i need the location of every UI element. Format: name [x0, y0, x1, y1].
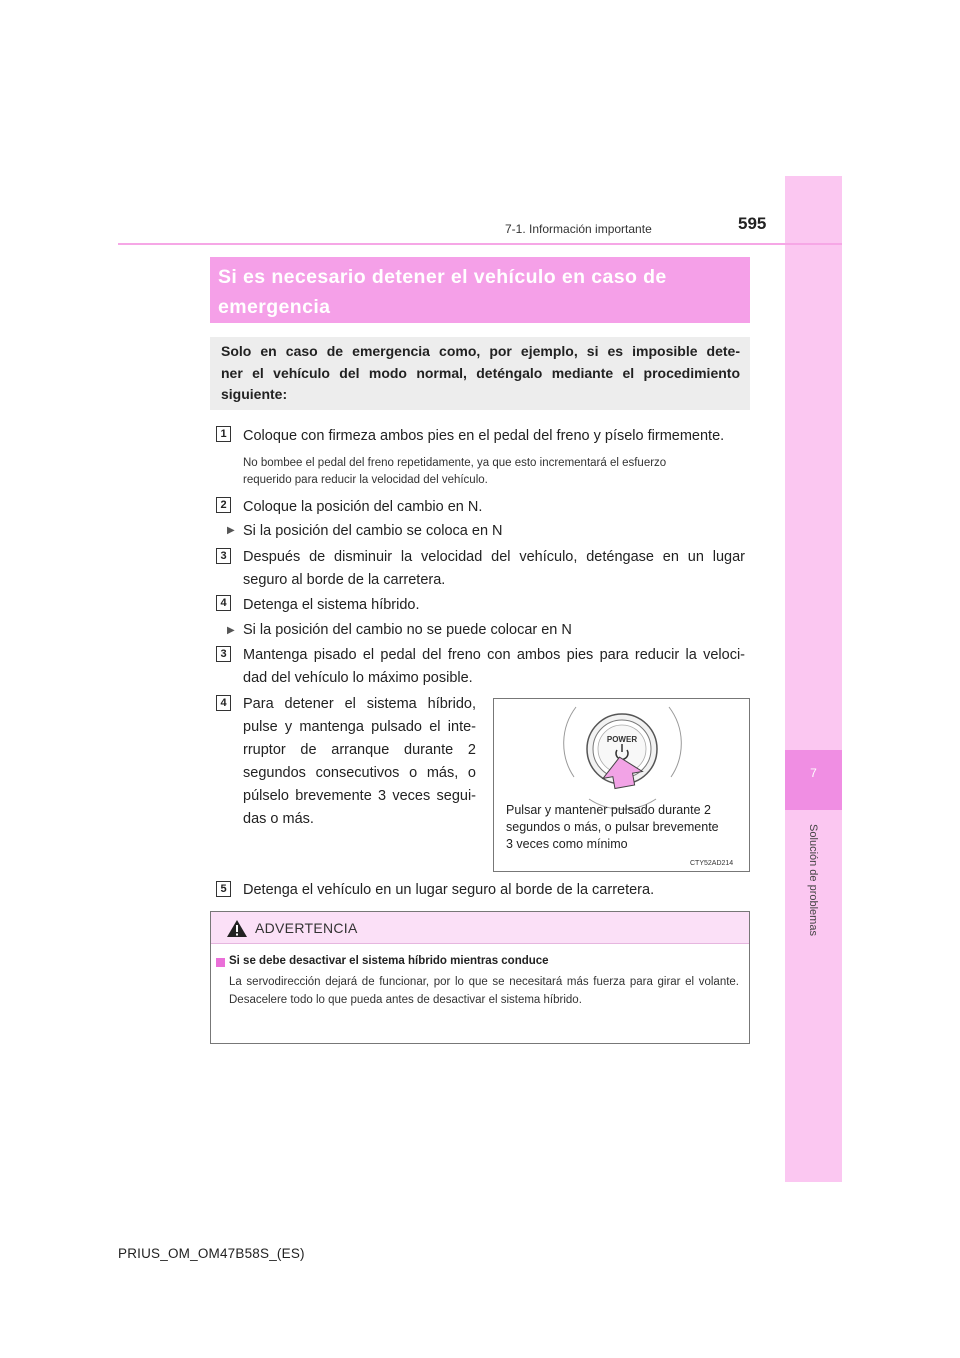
step-3b-line1: Mantenga pisado el pedal del freno con ambos pies para reducir la veloci- [243, 647, 745, 663]
step-3-line2: seguro al borde de la carretera. [243, 572, 446, 588]
figure-caption-line2: segundos o más, o pulsar brevemente [506, 820, 719, 834]
chapter-title: Solución de problemas [807, 824, 819, 936]
step-number-4: 4 [216, 595, 231, 611]
step-1-note-line2: requerido para reducir la velocidad del vehículo. [243, 474, 488, 486]
condition-shift-in-n: Si la posición del cambio se coloca en N [243, 523, 503, 539]
chapter-sidebar [785, 176, 842, 1182]
warning-body: La servodirección dejará de funcionar, por lo que se necesitará más fuerza para girar el volante. Desacelere todo lo que pueda antes de desactivar el sistema híbrido. [229, 976, 739, 1006]
warning-subtitle: Si se debe desactivar el sistema híbrido mientras conduce [229, 955, 549, 967]
chapter-number: 7 [810, 766, 817, 780]
intro-box [210, 337, 750, 410]
warning-bullet-square-icon [216, 958, 225, 967]
step-4b-line6: das o más. [243, 811, 314, 827]
step-4b-line2: pulse y mantenga pulsado el inte- [243, 719, 476, 735]
step-3b-line2: dad del vehículo lo máximo posible. [243, 670, 473, 686]
section-reference: 7-1. Información importante [505, 222, 652, 236]
figure-caption-line1: Pulsar y mantener pulsado durante 2 [506, 803, 711, 817]
section-title-line2: emergencia [218, 296, 331, 318]
step-1-note-line1: No bombee el pedal del freno repetidamente, ya que esto incrementará el esfuerzo [243, 457, 667, 469]
bullet-arrow-icon: ▶ [227, 525, 235, 536]
condition-shift-not-n: Si la posición del cambio no se puede colocar en N [243, 622, 572, 638]
bullet-arrow-icon: ▶ [227, 625, 235, 636]
step-4b-line1: Para detener el sistema híbrido, [243, 696, 476, 712]
step-number-3: 3 [216, 548, 231, 564]
section-title [210, 257, 750, 323]
step-4b-line4: segundos consecutivos o más, o [243, 765, 476, 781]
step-number-1: 1 [216, 426, 231, 442]
page-number: 595 [738, 214, 767, 233]
step-number-5: 5 [216, 881, 231, 897]
power-switch-figure [493, 698, 750, 872]
warning-title: ADVERTENCIA [255, 920, 358, 936]
intro-line3: siguiente: [221, 386, 288, 402]
document-code: PRIUS_OM_OM47B58S_(ES) [118, 1246, 305, 1261]
step-5-text: Detenga el vehículo en un lugar seguro al borde de la carretera. [243, 882, 655, 898]
step-number-3b: 3 [216, 646, 231, 662]
step-1-text: Coloque con firmeza ambos pies en el pedal del freno y píselo firmemente. [243, 428, 725, 444]
warning-header [211, 912, 749, 944]
step-4-text: Detenga el sistema híbrido. [243, 597, 420, 613]
warning-box [210, 911, 750, 1044]
step-3-line1: Después de disminuir la velocidad del vehículo, deténgase en un lugar [243, 549, 745, 565]
intro-line1: Solo en caso de emergencia como, por ejemplo, si es imposible dete- [221, 343, 740, 359]
step-number-4b: 4 [216, 695, 231, 711]
step-4b-line3: rruptor de arranque durante 2 [243, 742, 476, 758]
intro-line2: ner el vehículo del modo normal, deténgalo mediante el procedimiento [221, 364, 740, 381]
warning-triangle-icon [226, 919, 248, 938]
step-2-text: Coloque la posición del cambio en N. [243, 499, 483, 515]
figure-caption [506, 802, 719, 853]
power-button-label: POWER [606, 735, 638, 744]
step-4b-line5: púlselo brevemente 3 veces segui- [243, 788, 476, 804]
figure-code: CTY52AD214 [690, 860, 734, 867]
chapter-tab-active[interactable] [785, 750, 842, 810]
section-title-line1: Si es necesario detener el vehículo en caso de [218, 266, 667, 288]
header-divider [118, 243, 842, 245]
figure-caption-line3: 3 veces como mínimo [506, 837, 628, 851]
step-number-2: 2 [216, 497, 231, 513]
